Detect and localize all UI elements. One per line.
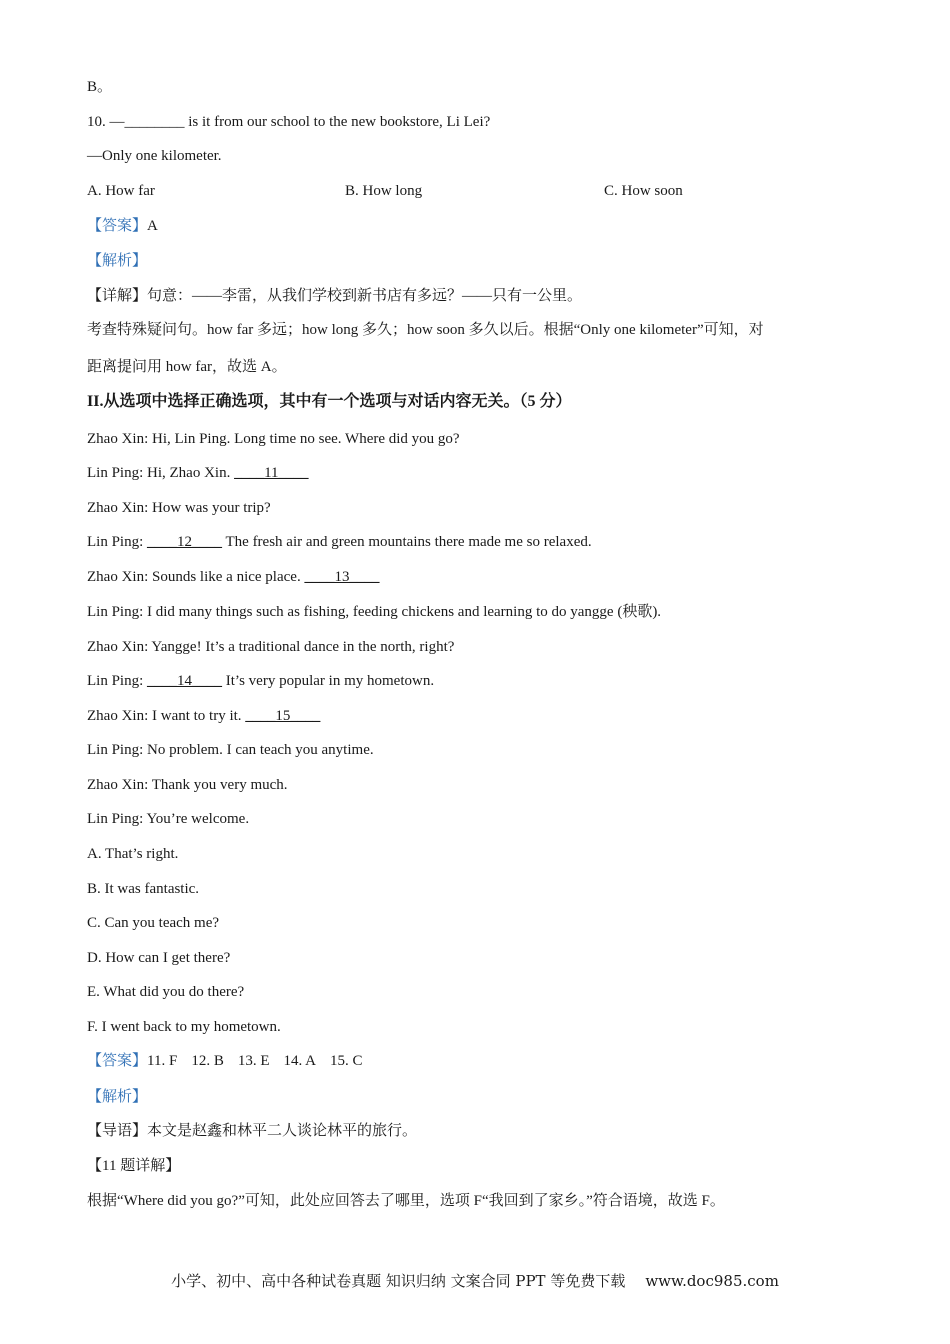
- dialogue-line: Lin Ping: You’re welcome.: [87, 811, 250, 827]
- choice-f: F. I went back to my hometown.: [87, 1019, 281, 1035]
- question-10: 10. —________ is it from our school to the new bookstore, Li Lei?: [87, 114, 491, 130]
- option-b: B. How long: [345, 183, 423, 199]
- blank-15: ____15____: [245, 708, 321, 724]
- intro-line: 【导语】本文是赵鑫和林平二人谈论林平的旅行。: [87, 1123, 418, 1139]
- answer-14: 14. A: [283, 1053, 317, 1069]
- answer-line-section2: [87, 1051, 363, 1071]
- footer-url: www.doc985.com: [645, 1272, 779, 1290]
- detail-line-3: 距离提问用 how far，故选 A。: [87, 359, 287, 375]
- answer-13: 13. E: [237, 1053, 270, 1069]
- choice-d: D. How can I get there?: [87, 950, 231, 966]
- dialogue-line: Lin Ping: ____14____ It’s very popular in my hometown.: [87, 673, 435, 689]
- q11-detail: 根据“Where did you go?”可知，此处应回答去了哪里，选项 F“我回到了家乡。”符合语境，故选 F。: [87, 1193, 725, 1209]
- dialogue-line: Lin Ping: ____12____ The fresh air and green mountains there made me so relaxed.: [87, 534, 592, 550]
- answer-value: A: [147, 218, 158, 234]
- dialogue-line: Zhao Xin: I want to try it. ____15____: [87, 708, 321, 724]
- prev-answer-tail: B。: [87, 79, 113, 95]
- analysis-label: 【解析】: [87, 253, 148, 269]
- section-heading: II.从选项中选择正确选项，其中有一个选项与对话内容无关。（5 分）: [87, 393, 572, 410]
- dialogue-line: Zhao Xin: Sounds like a nice place. ____13____: [87, 569, 380, 585]
- choice-a: A. That’s right.: [87, 846, 179, 862]
- dialogue-line: Lin Ping: I did many things such as fishing, feeding chickens and learning to do yangge (秧歌).: [87, 604, 662, 620]
- choice-b: B. It was fantastic.: [87, 881, 200, 897]
- choice-c: C. Can you teach me?: [87, 915, 220, 931]
- answer-label: 【答案】: [87, 218, 148, 234]
- dialogue-line: Zhao Xin: Thank you very much.: [87, 777, 288, 793]
- choice-e: E. What did you do there?: [87, 984, 245, 1000]
- question-10-options: [87, 181, 867, 201]
- q11-label: 【11 题详解】: [87, 1158, 181, 1174]
- answer-label: 【答案】: [87, 1053, 148, 1069]
- dialogue-line: Zhao Xin: Yangge! It’s a traditional dance in the north, right?: [87, 639, 455, 655]
- page-footer: [0, 1270, 950, 1291]
- blank-12: ____12____: [147, 534, 223, 550]
- question-10-reply: —Only one kilometer.: [87, 148, 222, 164]
- footer-text: 小学、初中、高中各种试卷真题 知识归纳 文案合同 PPT 等免费下载: [171, 1272, 626, 1290]
- dialogue-line: Lin Ping: No problem. I can teach you anytime.: [87, 742, 374, 758]
- answer-line-10: [87, 216, 158, 236]
- blank-14: ____14____: [147, 673, 223, 689]
- answer-15: 15. C: [330, 1053, 363, 1069]
- answer-12: 12. B: [191, 1053, 224, 1069]
- option-a: A. How far: [87, 183, 155, 199]
- analysis-label: 【解析】: [87, 1089, 148, 1105]
- detail-line-1: 【详解】句意：——李雷，从我们学校到新书店有多远？——只有一公里。: [87, 288, 583, 304]
- answer-11: 11. F: [147, 1053, 178, 1069]
- detail-line-2: 考查特殊疑问句。how far 多远；how long 多久；how soon 多久以后。根据“Only one kilometer”可知，对: [87, 322, 764, 338]
- dialogue-line: Lin Ping: Hi, Zhao Xin. ____11____: [87, 465, 309, 481]
- blank-13: ____13____: [304, 569, 380, 585]
- option-c: C. How soon: [604, 183, 683, 199]
- dialogue-line: Zhao Xin: Hi, Lin Ping. Long time no see. Where did you go?: [87, 431, 460, 447]
- blank-11: ____11____: [234, 465, 309, 481]
- dialogue-line: Zhao Xin: How was your trip?: [87, 500, 271, 516]
